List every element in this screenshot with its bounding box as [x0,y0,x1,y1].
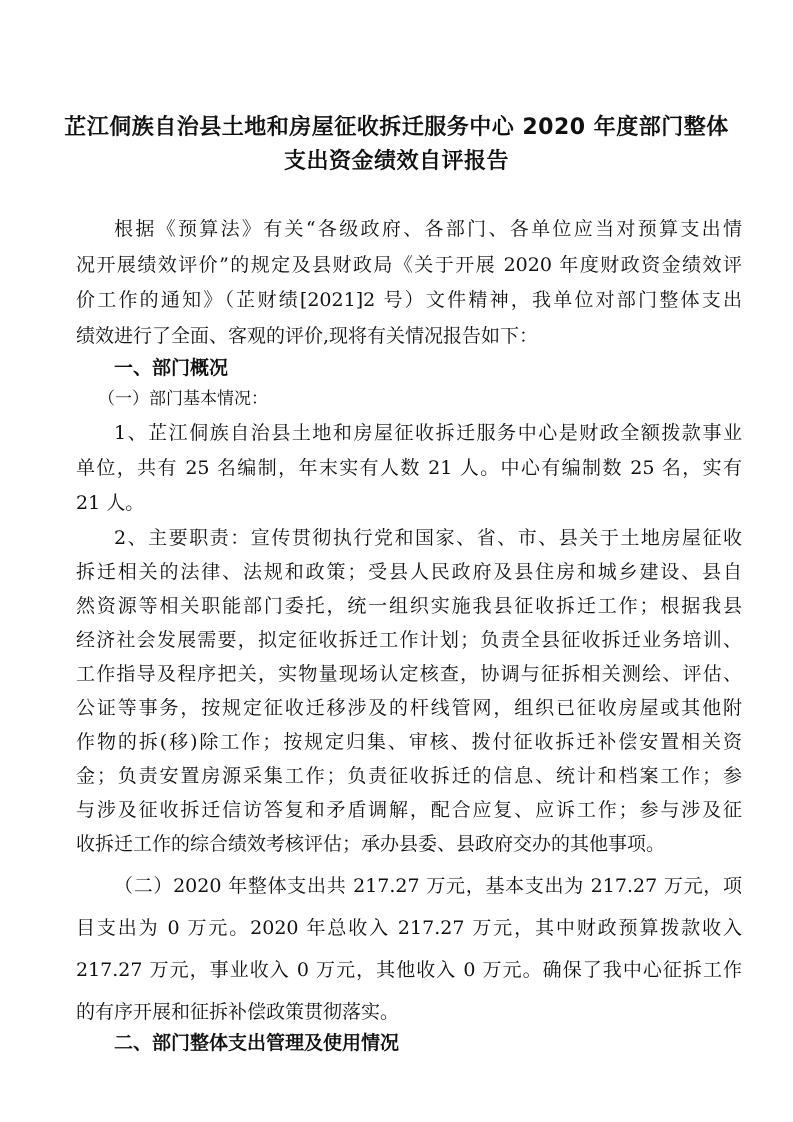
document-title-line-1: 芷江侗族自治县土地和房屋征收拆迁服务中心 2020 年度部门整体 [64,115,729,140]
item-2-line-10: 收拆迁工作的综合绩效考核评估；承办县委、县政府交办的其他事项。 [76,833,666,855]
section-1-subheading-1: （一）部门基本情况： [98,389,268,409]
item-2-line-5: 工作指导及程序把关，实物量现场认定核查，协调与征拆相关测绘、评估、 [76,663,742,685]
section-1-sub-2-line-2: 目支出为 0 万元。2020 年总收入 217.27 万元，其中财政预算拨款收入 [76,917,742,939]
item-2-line-4: 经济社会发展需要，拟定征收拆迁工作计划；负责全县征收拆迁业务培训、 [76,629,742,651]
intro-line-2: 况开展绩效评价”的规定及县财政局《关于开展 2020 年度财政资金绩效评 [76,254,742,276]
section-1-sub-2-line-1: （二）2020 年整体支出共 217.27 万元，基本支出为 217.27 万元，项 [114,875,742,897]
item-2-line-7: 作物的拆(移)除工作；按规定归集、审核、拨付征收拆迁补偿安置相关资 [76,731,742,753]
item-2-line-1: 2、主要职责：宣传贯彻执行党和国家、省、市、县关于土地房屋征收 [114,527,742,549]
section-1-sub-2-line-4: 的有序开展和征拆补偿政策贯彻落实。 [76,1001,400,1023]
document-title-line-2: 支出资金绩效自评报告 [283,149,509,174]
section-2-heading: 二、部门整体支出管理及使用情况 [114,1032,400,1054]
item-1-line-1: 1、芷江侗族自治县土地和房屋征收拆迁服务中心是财政全额拨款事业 [114,422,742,444]
item-2-line-9: 与涉及征收拆迁信访答复和矛盾调解，配合应复、应诉工作；参与涉及征 [76,799,742,821]
item-1-line-2: 单位，共有 25 名编制，年末实有人数 21 人。中心有编制数 25 名，实有 [76,457,742,479]
item-1-line-3: 21 人。 [76,492,145,514]
item-2-line-2: 拆迁相关的法律、法规和政策；受县人民政府及县住房和城乡建设、县自 [76,561,742,583]
item-2-line-3: 然资源等相关职能部门委托，统一组织实施我县征收拆迁工作；根据我县 [76,595,742,617]
intro-line-1: 根据《预算法》有关“各级政府、各部门、各单位应当对预算支出情 [114,218,742,240]
intro-line-4: 绩效进行了全面、客观的评价,现将有关情况报告如下： [76,325,539,347]
section-1-heading: 一、部门概况 [114,357,229,379]
item-2-line-6: 公证等事务，按规定征收迁移涉及的杆线管网，组织已征收房屋或其他附 [76,697,742,719]
item-2-line-8: 金；负责安置房源采集工作；负责征收拆迁的信息、统计和档案工作；参 [76,765,742,787]
section-1-sub-2-line-3: 217.27 万元，事业收入 0 万元，其他收入 0 万元。确保了我中心征拆工作 [76,959,742,981]
intro-line-3: 价工作的通知》（芷财绩[2021]2 号）文件精神，我单位对部门整体支出 [76,289,742,311]
